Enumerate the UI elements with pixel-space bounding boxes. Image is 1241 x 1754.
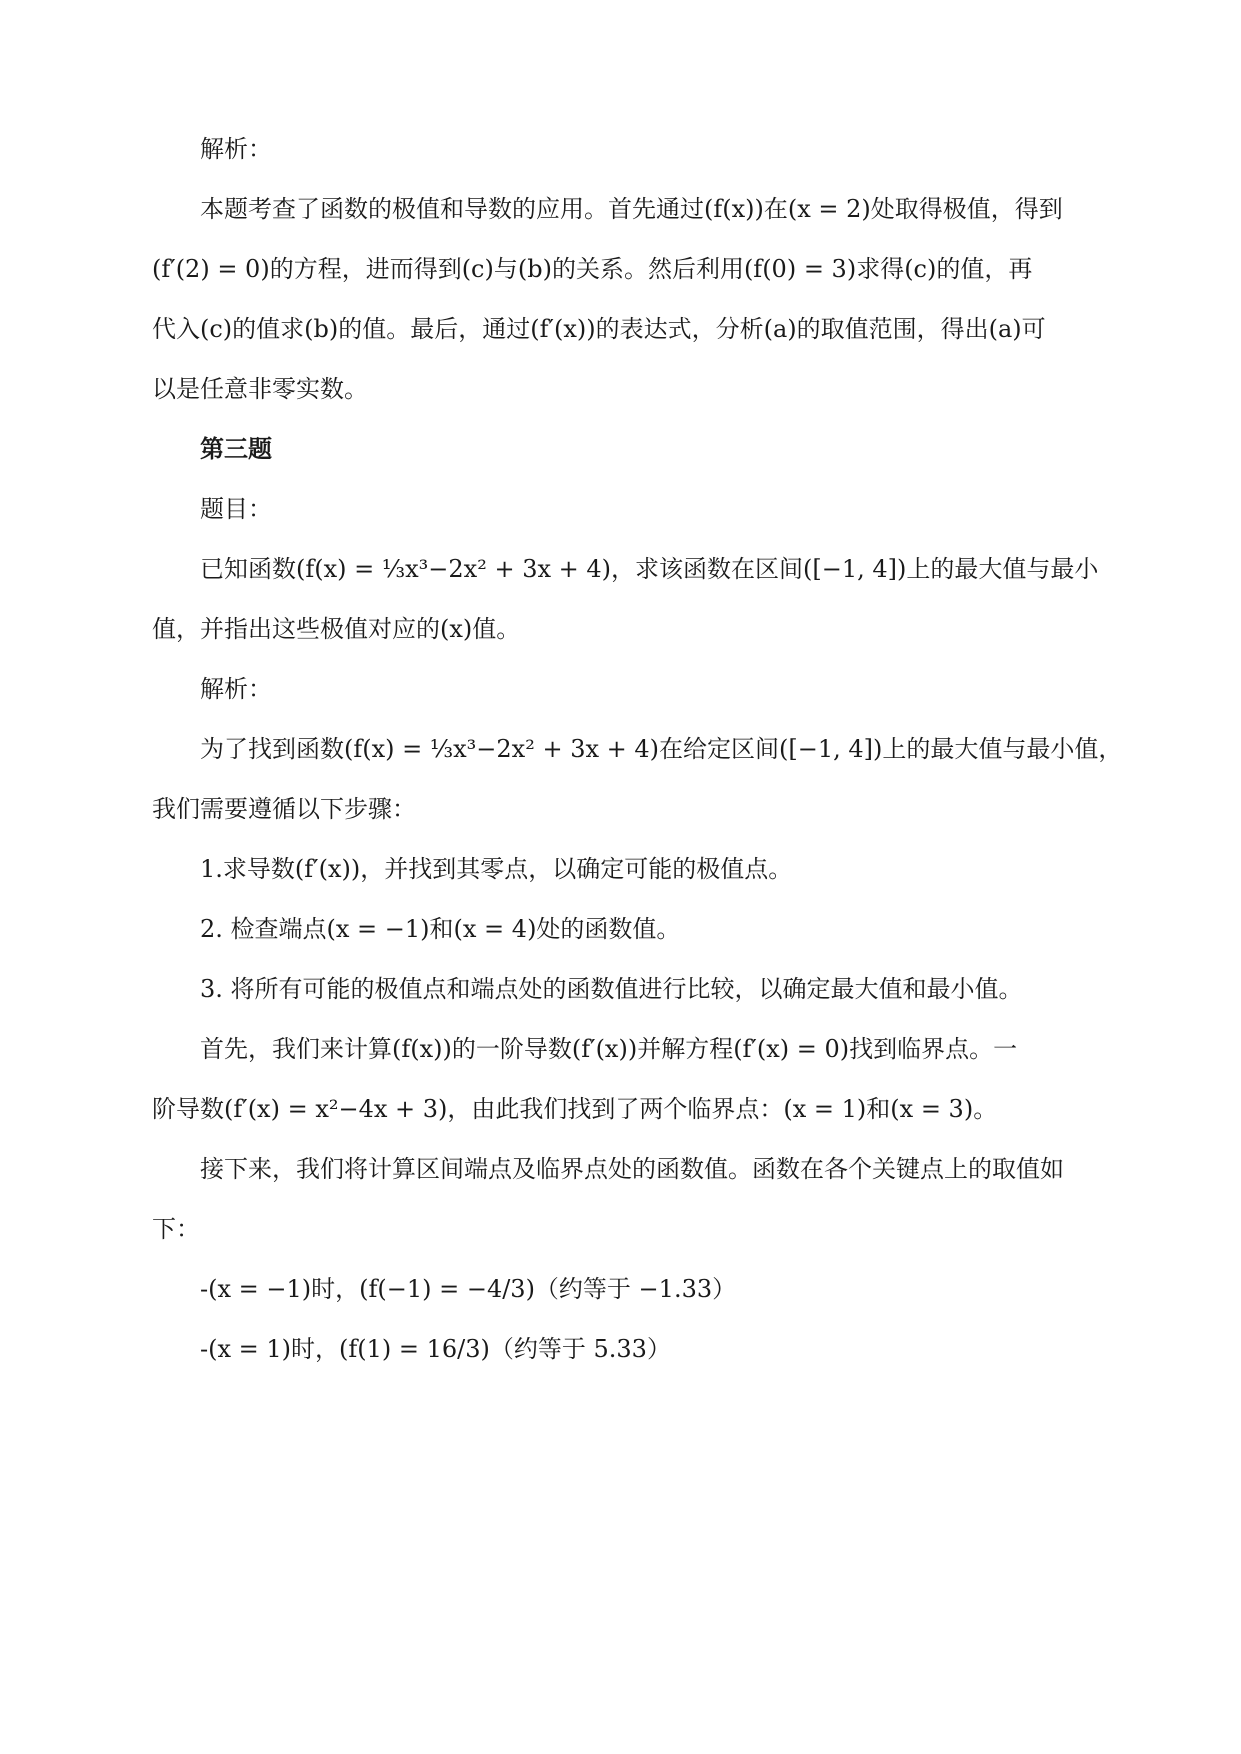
- paragraph-line: 接下来，我们将计算区间端点及临界点处的函数值。函数在各个关键点上的取值如: [200, 1155, 1064, 1183]
- question-line: 已知函数(f(x) = ⅓x³−2x² + 3x + 4)，求该函数在区间([−1, 4])上的最大值与最小: [200, 555, 1099, 583]
- paragraph-line: 首先，我们来计算(f(x))的一阶导数(f′(x))并解方程(f′(x) = 0)找到临界点。一: [200, 1035, 1018, 1063]
- value-list-item: -(x = −1)时，(f(−1) = −4/3)（约等于 −1.33）: [200, 1275, 737, 1303]
- paragraph-line: 为了找到函数(f(x) = ⅓x³−2x² + 3x + 4)在给定区间([−1, 4])上的最大值与最小值，: [200, 735, 1123, 763]
- analysis-heading-1: 解析：: [200, 135, 272, 163]
- question-line: 值，并指出这些极值对应的(x)值。: [152, 615, 521, 643]
- paragraph-line: 本题考查了函数的极值和导数的应用。首先通过(f(x))在(x = 2)处取得极值，得到: [200, 195, 1063, 223]
- paragraph-line: 下：: [152, 1215, 200, 1243]
- paragraph-line: (f′(2) = 0)的方程，进而得到(c)与(b)的关系。然后利用(f(0) = 3)求得(c)的值，再: [152, 255, 1033, 283]
- paragraph-line: 代入(c)的值求(b)的值。最后，通过(f′(x))的表达式，分析(a)的取值范围，得出(a)可: [152, 315, 1046, 343]
- step-item-1: 1.求导数(f′(x))，并找到其零点，以确定可能的极值点。: [200, 855, 793, 883]
- question-label: 题目：: [200, 495, 272, 523]
- section-heading-question-3: 第三题: [200, 434, 272, 463]
- paragraph-line: 以是任意非零实数。: [152, 375, 368, 403]
- step-item-3: 3. 将所有可能的极值点和端点处的函数值进行比较，以确定最大值和最小值。: [200, 975, 1023, 1003]
- paragraph-line: 我们需要遵循以下步骤：: [152, 795, 416, 823]
- analysis-heading-2: 解析：: [200, 675, 272, 703]
- paragraph-line: 阶导数(f′(x) = x²−4x + 3)，由此我们找到了两个临界点：(x = 1)和(x = 3)。: [152, 1095, 998, 1123]
- value-list-item: -(x = 1)时，(f(1) = 16/3)（约等于 5.33）: [200, 1335, 671, 1363]
- step-item-2: 2. 检查端点(x = −1)和(x = 4)处的函数值。: [200, 915, 681, 943]
